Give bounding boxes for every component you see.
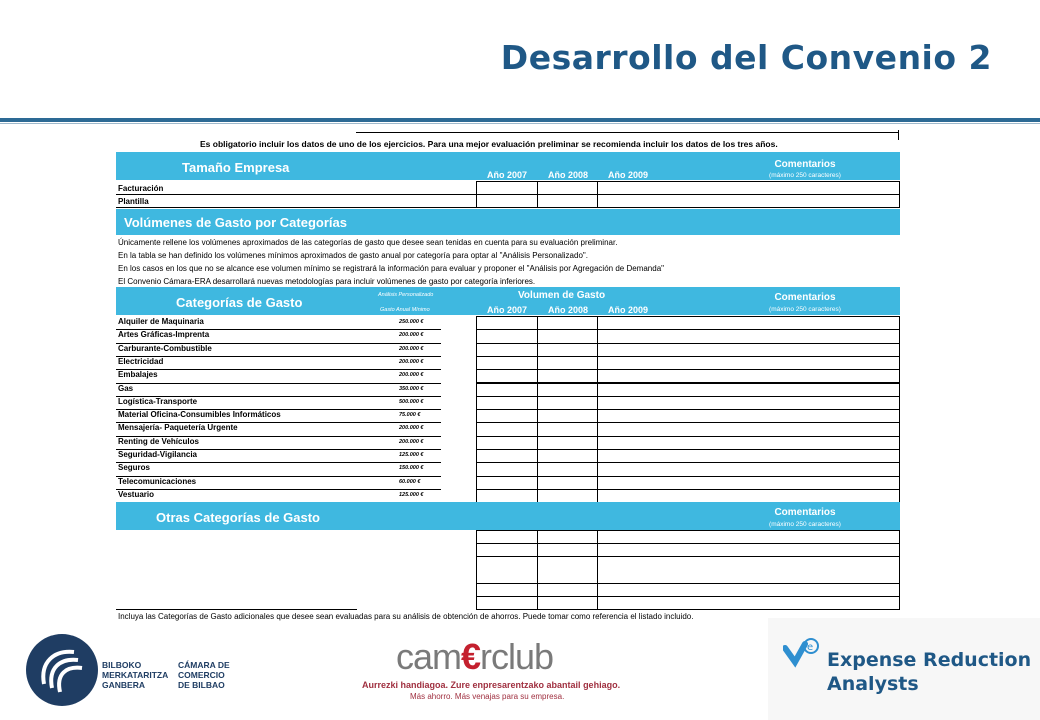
row-divider	[116, 369, 441, 370]
gasto-min-label: Gasto Anual Mínimo	[380, 307, 430, 313]
col-2007: Año 2007	[487, 305, 528, 315]
section-otras-header	[116, 502, 900, 530]
category-min-amount: 500.000 €	[399, 398, 424, 405]
title-rule-thin	[0, 123, 1040, 124]
category-2007-input[interactable]	[476, 422, 538, 436]
category-label: Carburante-Combustible	[118, 343, 212, 353]
category-min-amount: 350.000 €	[399, 385, 424, 392]
category-2008-input[interactable]	[537, 449, 598, 463]
row-divider	[116, 194, 476, 195]
category-2007-input[interactable]	[476, 369, 538, 383]
comments-sub: (máximo 250 caracteres)	[769, 521, 841, 528]
category-label: Gas	[118, 383, 134, 393]
otras-2007-input[interactable]	[476, 543, 538, 557]
category-min-amount: 150.000 €	[399, 465, 424, 472]
category-2007-input[interactable]	[476, 396, 538, 410]
row-divider	[116, 356, 441, 357]
camara-bilbao-emblem-icon	[24, 632, 100, 708]
otras-2007-input[interactable]	[476, 596, 538, 610]
category-2007-input[interactable]	[476, 343, 538, 357]
category-comment-input[interactable]	[597, 409, 900, 423]
category-label: Seguros	[118, 463, 151, 473]
otras-2007-input[interactable]	[476, 556, 538, 584]
category-2008-input[interactable]	[537, 383, 598, 397]
logo-line: GANBERA	[102, 680, 145, 690]
otras-category-name-input[interactable]	[116, 583, 357, 597]
slide-title: Desarrollo del Convenio 2	[500, 38, 992, 77]
note-4: El Convenio Cámara-ERA desarrollará nuevas metodologías para incluir volúmenes de gasto por categoría inferiores.	[118, 277, 536, 286]
category-2008-input[interactable]	[537, 436, 598, 450]
era-mark-icon	[783, 638, 823, 674]
row-facturacion-label: Facturación	[118, 184, 164, 193]
category-min-amount: 75.000 €	[399, 412, 421, 419]
logo-part: rclub	[480, 636, 554, 677]
camerclub-logo	[396, 636, 553, 678]
euro-icon: €	[461, 636, 481, 677]
era-logo	[783, 638, 823, 679]
category-2007-input[interactable]	[476, 462, 538, 476]
category-min-amount: 200.000 €	[399, 438, 424, 445]
category-2008-input[interactable]	[537, 369, 598, 383]
category-label: Telecomunicaciones	[118, 476, 197, 486]
section-otras-title: Otras Categorías de Gasto	[156, 510, 320, 525]
category-label: Artes Gráficas-Imprenta	[118, 330, 210, 340]
category-comment-input[interactable]	[597, 383, 900, 397]
category-label: Electricidad	[118, 356, 164, 366]
category-label: Seguridad-Vigilancia	[118, 450, 197, 459]
era-name	[827, 648, 1031, 696]
category-2007-input[interactable]	[476, 436, 538, 450]
category-min-amount: 60.000 €	[399, 478, 421, 485]
col-2009: Año 2009	[608, 170, 649, 180]
bilbao-basque-name	[102, 660, 168, 690]
section-categorias-header	[116, 287, 900, 315]
facturacion-2007-input[interactable]	[476, 181, 538, 195]
row-divider	[116, 207, 476, 208]
top-border	[356, 132, 899, 133]
otras-comment-input[interactable]	[597, 596, 900, 610]
svg-text:e: e	[807, 642, 814, 653]
category-comment-input[interactable]	[597, 356, 900, 370]
category-comment-input[interactable]	[597, 343, 900, 357]
comments-header: Comentarios	[774, 292, 836, 303]
comments-header: Comentarios	[774, 507, 836, 518]
category-min-amount: 250.000 €	[399, 319, 424, 325]
category-comment-input[interactable]	[597, 329, 900, 343]
otras-2008-input[interactable]	[537, 583, 598, 597]
logo-line: MERKATARITZA	[102, 670, 169, 680]
camara-bilbao-logo	[24, 632, 100, 713]
section-volumenes-title: Volúmenes de Gasto por Categorías	[124, 215, 347, 230]
volumen-header: Volumen de Gasto	[518, 290, 606, 301]
col-2008: Año 2008	[548, 170, 589, 180]
col-2009: Año 2009	[608, 305, 649, 315]
category-2007-input[interactable]	[476, 316, 538, 330]
otras-category-name-input[interactable]	[116, 543, 357, 557]
logo-part: cam	[396, 636, 462, 677]
category-2007-input[interactable]	[476, 409, 538, 423]
category-label: Embalajes	[118, 370, 158, 380]
category-comment-input[interactable]	[597, 369, 900, 383]
category-2008-input[interactable]	[537, 343, 598, 357]
category-label: Material Oficina-Consumibles Informáticos	[118, 410, 281, 420]
category-min-amount: 200.000 €	[399, 345, 424, 352]
otras-2007-input[interactable]	[476, 530, 538, 544]
camerclub-tagline-es: Más ahorro. Más venajas para su empresa.	[410, 692, 565, 701]
category-2008-input[interactable]	[537, 396, 598, 410]
category-label: Logística-Transporte	[118, 396, 198, 406]
category-label: Mensajería- Paquetería Urgente	[118, 423, 238, 433]
row-plantilla-label: Plantilla	[118, 197, 149, 206]
logo-line: CÁMARA DE	[178, 660, 230, 670]
comments-sub: (máximo 250 caracteres)	[769, 172, 841, 179]
section-categorias-title: Categorías de Gasto	[176, 295, 303, 310]
category-2007-input[interactable]	[476, 476, 538, 490]
comments-sub: (máximo 250 caracteres)	[769, 306, 841, 313]
category-comment-input[interactable]	[597, 316, 900, 330]
otras-comment-input[interactable]	[597, 543, 900, 557]
col-2008: Año 2008	[548, 305, 589, 315]
category-2007-input[interactable]	[476, 449, 538, 463]
category-2007-input[interactable]	[476, 383, 538, 397]
category-label: Renting de Vehículos	[118, 436, 199, 446]
note-1: Únicamente rellene los volúmenes aproximados de las categorías de gasto que desee sean tenidas en cuenta para su evaluación preliminar.	[118, 238, 618, 247]
row-divider	[116, 489, 441, 490]
category-label: Vestuario	[118, 489, 155, 499]
category-2007-input[interactable]	[476, 356, 538, 370]
footnote: Incluya las Categorías de Gasto adicionales que desee sean evaluadas para su análisis de obtención de ahorros. Puede tomar como referencia el listado incluido.	[118, 612, 694, 621]
category-min-amount: 200.000 €	[399, 372, 424, 379]
plantilla-comment-input[interactable]	[597, 194, 900, 208]
category-2007-input[interactable]	[476, 329, 538, 343]
otras-category-name-input[interactable]	[116, 556, 357, 584]
otras-category-name-input[interactable]	[116, 596, 357, 610]
category-comment-input[interactable]	[597, 462, 900, 476]
bilbao-spanish-name	[178, 660, 230, 690]
title-rule	[0, 118, 1040, 122]
category-label: Alquiler de Maquinaria	[118, 317, 204, 326]
row-divider	[116, 383, 441, 384]
otras-2007-input[interactable]	[476, 583, 538, 597]
row-divider	[116, 462, 441, 463]
category-2008-input[interactable]	[537, 462, 598, 476]
comments-header: Comentarios	[774, 159, 836, 170]
category-2008-input[interactable]	[537, 409, 598, 423]
category-min-amount: 125.000 €	[399, 452, 424, 458]
analisis-label: Análisis Personalizado	[378, 292, 434, 298]
category-min-amount: 125.000 €	[399, 491, 424, 498]
section-volumenes-header	[116, 209, 900, 235]
col-2007: Año 2007	[487, 170, 528, 180]
camerclub-tagline-eu: Aurrezki handiagoa. Zure enpresarentzako abantail gehiago.	[362, 680, 621, 690]
category-comment-input[interactable]	[597, 449, 900, 463]
otras-2008-input[interactable]	[537, 530, 598, 544]
otras-comment-input[interactable]	[597, 556, 900, 584]
category-min-amount: 200.000 €	[399, 425, 424, 432]
category-comment-input[interactable]	[597, 436, 900, 450]
intro-text: Es obligatorio incluir los datos de uno de los ejercicios. Para una mejor evaluación preliminar se recomienda incluir los datos de los tres años.	[200, 139, 778, 149]
plantilla-2008-input[interactable]	[537, 194, 598, 208]
top-right-border	[898, 130, 899, 140]
facturacion-2008-input[interactable]	[537, 181, 598, 195]
category-comment-input[interactable]	[597, 396, 900, 410]
era-line1: Expense Reduction	[827, 649, 1032, 671]
note-3: En los casos en los que no se alcance ese volumen mínimo se registrará la información para evaluar y proponer el "Análisis por Agregación de Demanda"	[118, 264, 664, 273]
category-comment-input[interactable]	[597, 476, 900, 490]
otras-2008-input[interactable]	[537, 556, 598, 584]
section-tamano-header	[116, 152, 900, 180]
section-tamano-title: Tamaño Empresa	[182, 160, 290, 175]
otras-2008-input[interactable]	[537, 596, 598, 610]
category-2008-input[interactable]	[537, 329, 598, 343]
category-2008-input[interactable]	[537, 422, 598, 436]
note-2: En la tabla se han definido los volúmenes mínimos aproximados de gasto anual por categoría para optar al "Análisis Personalizado".	[118, 251, 588, 260]
otras-2008-input[interactable]	[537, 543, 598, 557]
category-2008-input[interactable]	[537, 316, 598, 330]
category-2008-input[interactable]	[537, 356, 598, 370]
category-2008-input[interactable]	[537, 476, 598, 490]
plantilla-2007-input[interactable]	[476, 194, 538, 208]
category-comment-input[interactable]	[597, 422, 900, 436]
category-min-amount: 200.000 €	[399, 332, 424, 339]
logo-line: COMERCIO	[178, 670, 225, 680]
logo-line: BILBOKO	[102, 660, 142, 670]
expense-form	[116, 130, 900, 622]
category-min-amount: 200.000 €	[399, 358, 424, 365]
facturacion-comment-input[interactable]	[597, 181, 900, 195]
logo-line: DE BILBAO	[178, 680, 225, 690]
otras-comment-input[interactable]	[597, 583, 900, 597]
era-line2: Analysts	[827, 673, 919, 695]
otras-category-name-input[interactable]	[116, 530, 357, 544]
otras-comment-input[interactable]	[597, 530, 900, 544]
